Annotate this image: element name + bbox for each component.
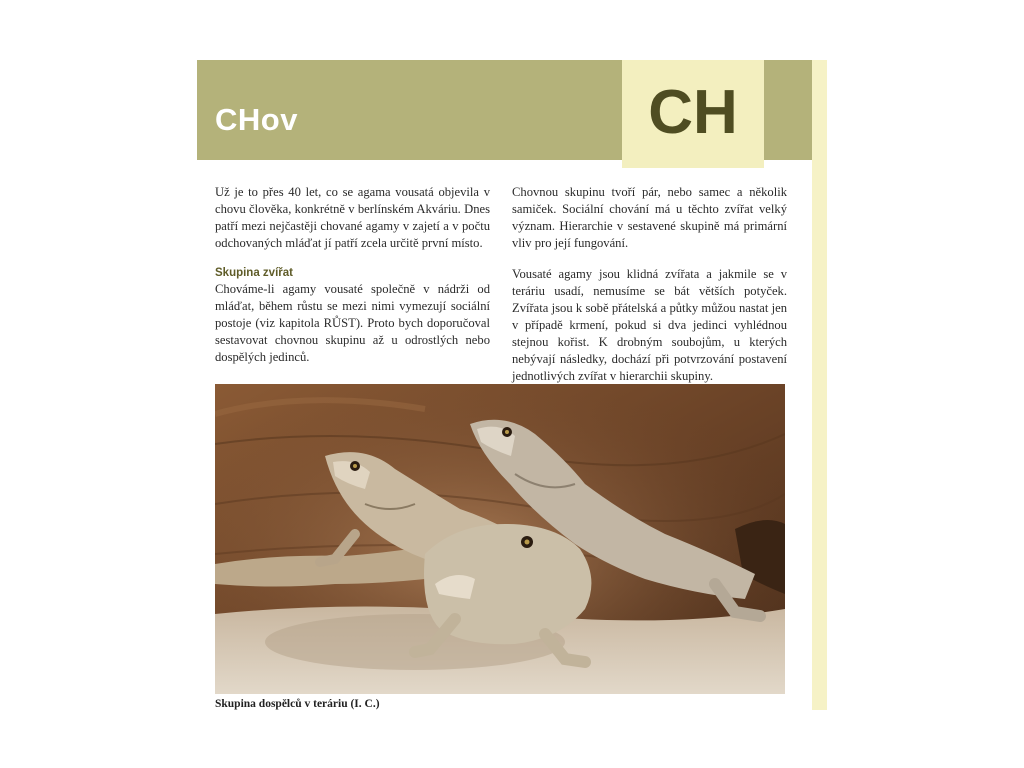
page-title: CHov bbox=[215, 102, 298, 137]
book-page bbox=[197, 60, 827, 715]
photo-illustration bbox=[215, 384, 785, 694]
intro-paragraph: Už je to přes 40 let, co se agama vousatá objevila v chovu člověka, konkrétně v berlínském Akváriu. Dnes patří mezi nejčastěji chované agamy v zajetí a v počtu odchovaných mláďat jí patří zcela určitě první místo. bbox=[215, 185, 490, 250]
section-paragraph: Chováme-li agamy vousaté společně v nádrži od mláďat, během růstu se mezi nimi vymezují sociální postoje (viz kapitola RŮST). Proto bych doporučoval sestavovat chovnou skupinu až u odrostlých nebo dospělých jedinců. bbox=[215, 282, 490, 364]
right-paragraph-2: Vousaté agamy jsou klidná zvířata a jakmile se v teráriu usadí, nemusíme se bát větších potyček. Zvířata jsou k sobě přátelská a půtky můžou nastat jen v případě krmení, pokud si dva jedinci vyhlédnou stejnou kořist. K drobným soubojům, u kterých nebývají následky, dochází při potvrzování postavení jednotlivých zvířat v hierarchii skupiny. bbox=[512, 267, 787, 383]
lizards-photo bbox=[215, 384, 785, 694]
left-column bbox=[215, 184, 490, 380]
right-column bbox=[512, 184, 787, 399]
photo-caption: Skupina dospělců v teráriu (I. C.) bbox=[215, 698, 380, 710]
chapter-letters: CH bbox=[648, 78, 738, 147]
side-strip bbox=[812, 60, 827, 710]
section-subheading: Skupina zvířat bbox=[215, 267, 293, 279]
chapter-marker bbox=[622, 60, 764, 168]
right-paragraph-1: Chovnou skupinu tvoří pár, nebo samec a několik samiček. Sociální chování má u těchto zvířat velký význam. Hierarchie v sestavené skupině má primární vliv pro její fungování. bbox=[512, 185, 787, 250]
